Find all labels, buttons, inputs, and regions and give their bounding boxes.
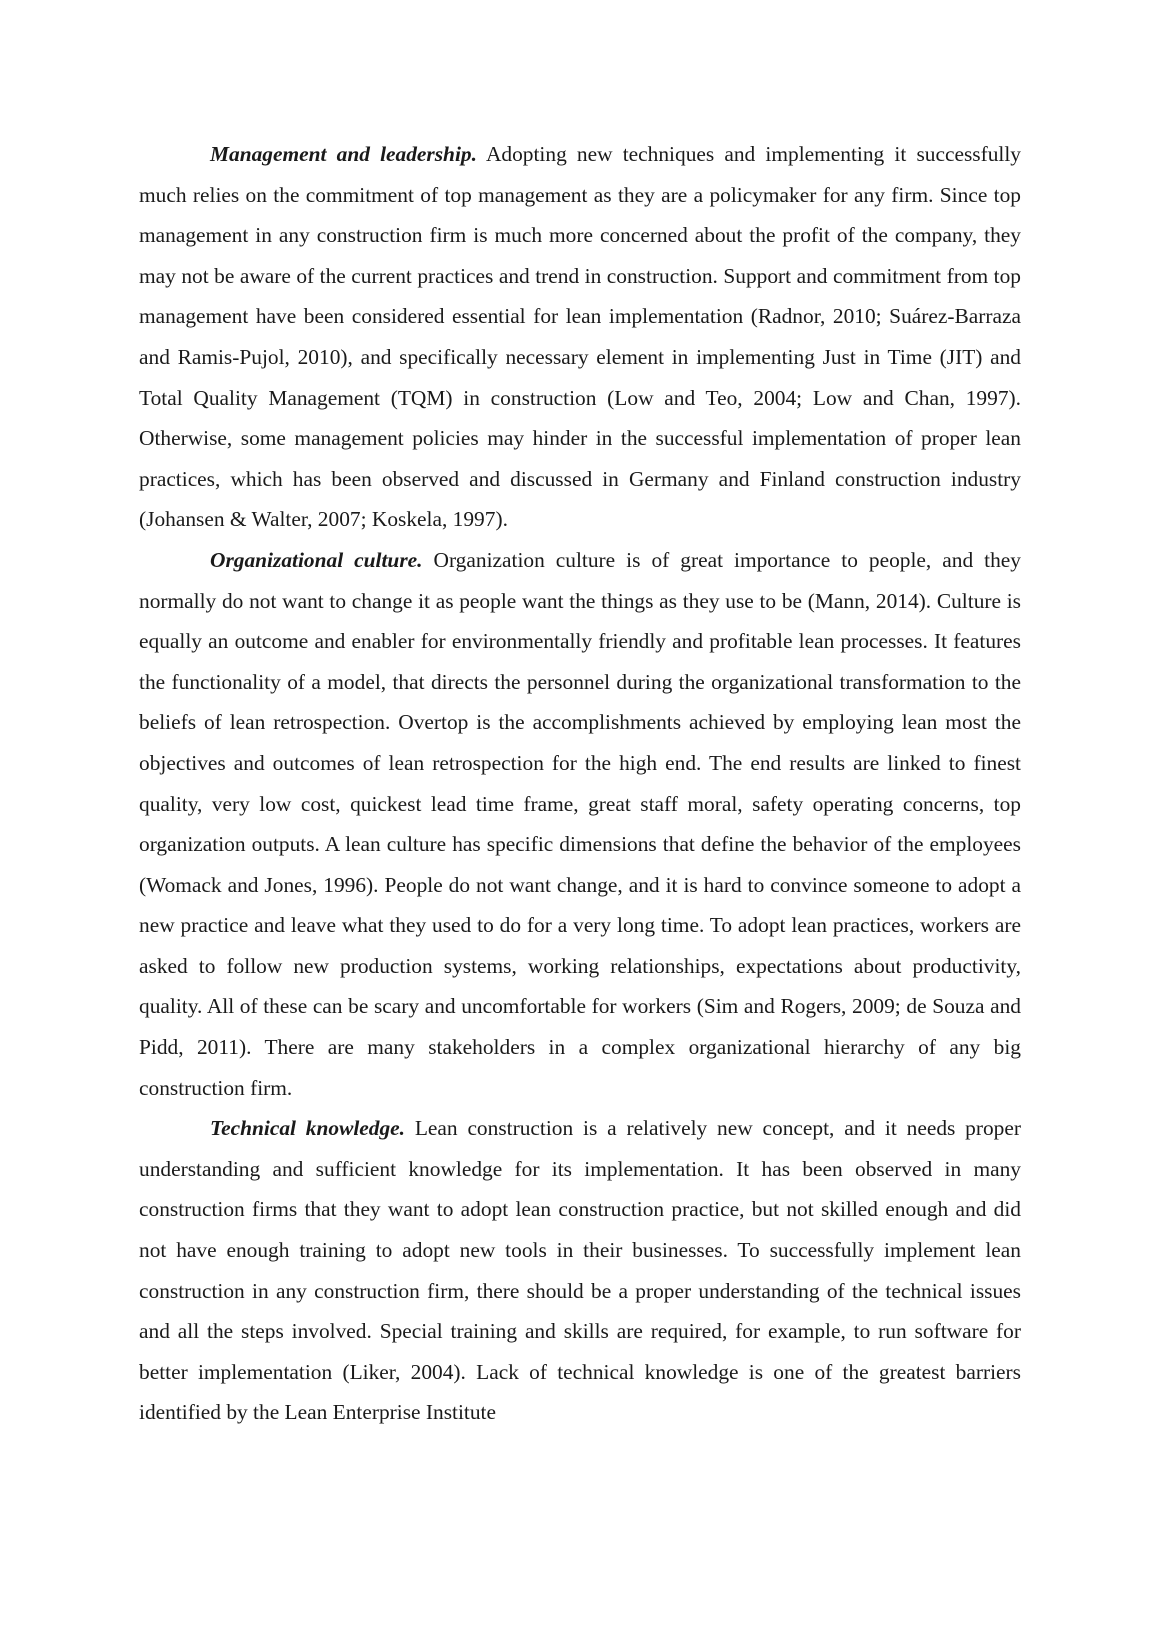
paragraph-heading: Technical knowledge. [210, 1116, 406, 1141]
paragraph-technical-knowledge [139, 1108, 1021, 1433]
paragraph-heading: Management and leadership. [210, 142, 477, 166]
paragraph-text: Organization culture is of great importance to people, and they normally do not want to change it as people want the things as they use to be (Mann, 2014). Culture is equally an outcome and enabler for environmentally friendly and profitable lean processes. It features the functionality of a model, that directs the personnel during the organizational transformation to the beliefs of lean retrospection. Overtop is the accomplishments achieved by employing lean most the objectives and outcomes of lean retrospection for the high end. The end results are linked to finest quality, very low cost, quickest lead time frame, great staff moral, safety operating concerns, top organization outputs. A lean culture has specific dimensions that define the behavior of the employees (Womack and Jones, 1996). People do not want change, and it is hard to convince someone to adopt a new practice and leave what they used to do for a very long time. To adopt lean practices, workers are asked to follow new production systems, working relationships, expectations about productivity, quality. All of these can be scary and uncomfortable for workers (Sim and Rogers, 2009; de Souza and Pidd, 2011). There are many stakeholders in a complex organizational hierarchy of any big construction firm. [139, 547, 1021, 1100]
paragraph-heading: Organizational culture. [210, 547, 423, 572]
paragraph-text: Adopting new techniques and implementing it successfully much relies on the commitment of top management as they are a policymaker for any firm. Since top management in any construction firm is much more concerned about the profit of the company, they may not be aware of the current practices and trend in construction. Support and commitment from top management have been considered essential for lean implementation (Radnor, 2010; Suárez-Barraza and Ramis-Pujol, 2010), and specifically necessary element in implementing Just in Time (JIT) and Total Quality Management (TQM) in construction (Low and Teo, 2004; Low and Chan, 1997). Otherwise, some management policies may hinder in the successful implementation of proper lean practices, which has been observed and discussed in Germany and Finland construction industry (Johansen & Walter, 2007; Koskela, 1997). [139, 142, 1022, 532]
paragraph-text: Lean construction is a relatively new concept, and it needs proper understanding and sufficient knowledge for its implementation. It has been observed in many construction firms that they want to adopt lean construction practice, but not skilled enough and did not have enough training to adopt new tools in their businesses. To successfully implement lean construction in any construction firm, there should be a proper understanding of the technical issues and all the steps involved. Special training and skills are required, for example, to run software for better implementation (Liker, 2004). Lack of technical knowledge is one of the greatest barriers identified by the Lean Enterprise Institute [139, 1116, 1021, 1425]
paragraph-management-leadership [139, 134, 1021, 540]
document-body [139, 134, 1021, 1433]
paragraph-organizational-culture [139, 540, 1021, 1108]
